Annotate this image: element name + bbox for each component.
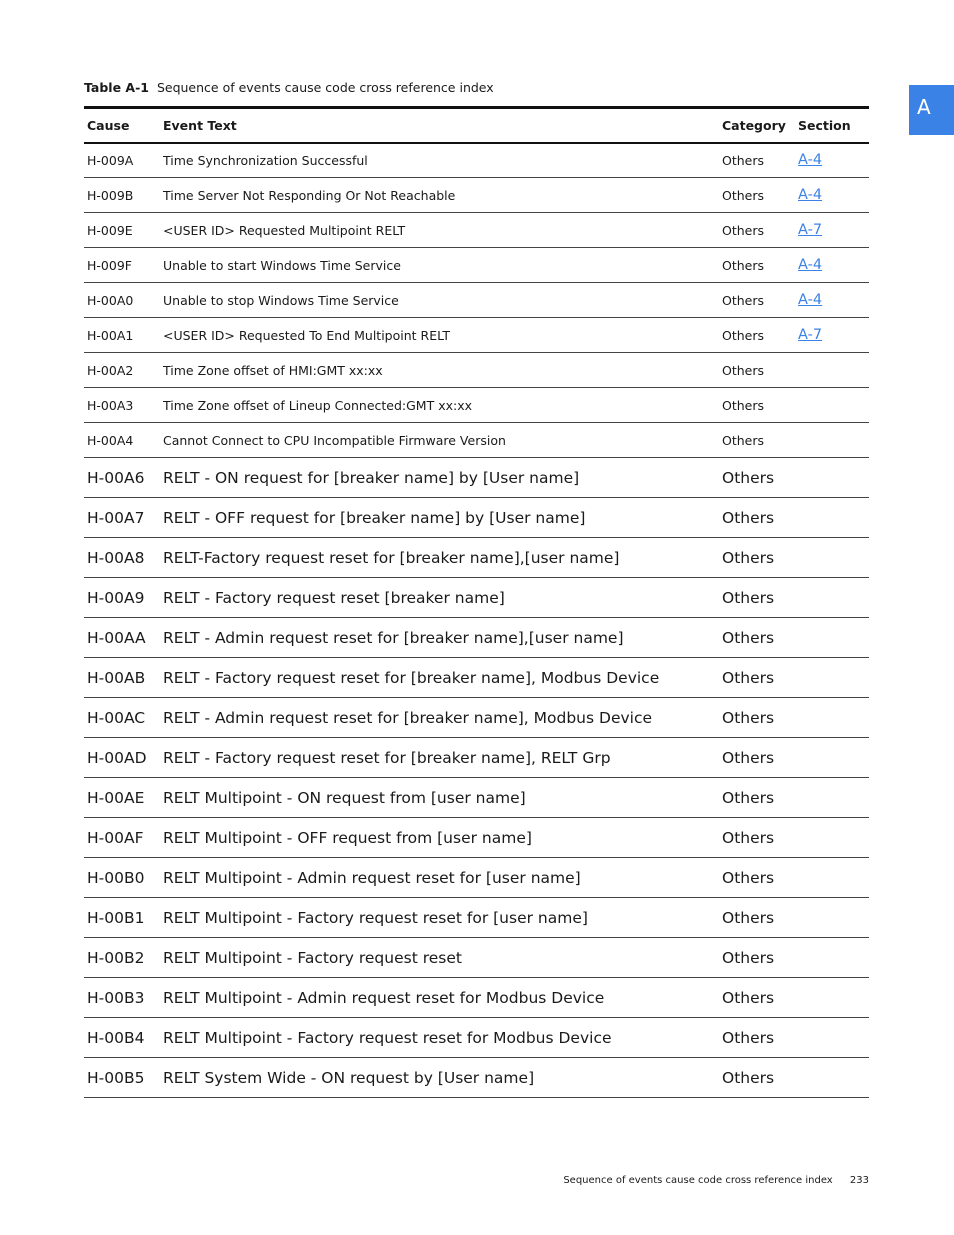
table-row (84, 778, 869, 818)
category-cell: Others (719, 738, 795, 778)
section-cell (795, 178, 869, 213)
cause-code-cell: H-00B2 (84, 938, 160, 978)
cause-code-cell: H-00B3 (84, 978, 160, 1018)
event-text-cell: Time Zone offset of HMI:GMT xx:xx (160, 353, 719, 388)
table-caption (84, 80, 494, 95)
section-cell (795, 423, 869, 458)
table-row (84, 938, 869, 978)
cause-code-cell: H-00A7 (84, 498, 160, 538)
table-caption-label: Table A-1 (84, 80, 149, 95)
footer-title: Sequence of events cause code cross reference index (563, 1175, 833, 1186)
table-row (84, 458, 869, 498)
section-link[interactable]: A-4 (798, 292, 823, 308)
table-row (84, 818, 869, 858)
section-cell (795, 458, 869, 498)
table-row (84, 1018, 869, 1058)
section-cell (795, 318, 869, 353)
category-cell: Others (719, 458, 795, 498)
cause-code-cell: H-00A8 (84, 538, 160, 578)
cause-code-cell: H-00AE (84, 778, 160, 818)
cause-code-cell: H-00AF (84, 818, 160, 858)
event-text-cell: Time Server Not Responding Or Not Reachable (160, 178, 719, 213)
table-row (84, 898, 869, 938)
event-text-cell: RELT Multipoint - ON request from [user name] (160, 778, 719, 818)
page-number: 233 (849, 1175, 869, 1186)
event-text-cell: <USER ID> Requested Multipoint RELT (160, 213, 719, 248)
table-row (84, 858, 869, 898)
event-text-cell: Unable to start Windows Time Service (160, 248, 719, 283)
event-text-cell: RELT - ON request for [breaker name] by [User name] (160, 458, 719, 498)
category-cell: Others (719, 698, 795, 738)
section-cell (795, 143, 869, 178)
event-text-cell: Time Synchronization Successful (160, 143, 719, 178)
category-cell: Others (719, 1018, 795, 1058)
table-row (84, 283, 869, 318)
table-row (84, 1058, 869, 1098)
section-cell (795, 658, 869, 698)
event-text-cell: RELT - Factory request reset for [breaker name], Modbus Device (160, 658, 719, 698)
table-caption-title: Sequence of events cause code cross reference index (156, 80, 494, 95)
table-row (84, 978, 869, 1018)
page-footer (563, 1175, 869, 1186)
section-cell (795, 248, 869, 283)
event-text-cell: Cannot Connect to CPU Incompatible Firmware Version (160, 423, 719, 458)
event-text-cell: RELT - OFF request for [breaker name] by [User name] (160, 498, 719, 538)
event-text-cell: RELT Multipoint - Factory request reset (160, 938, 719, 978)
header-category: Category (719, 108, 795, 143)
table-row (84, 538, 869, 578)
section-cell (795, 898, 869, 938)
table-row (84, 353, 869, 388)
category-cell: Others (719, 213, 795, 248)
section-link[interactable]: A-7 (798, 222, 823, 238)
category-cell: Others (719, 388, 795, 423)
cause-code-cell: H-00AA (84, 618, 160, 658)
cause-code-cell: H-00B5 (84, 1058, 160, 1098)
category-cell: Others (719, 938, 795, 978)
section-cell (795, 1018, 869, 1058)
table-row (84, 618, 869, 658)
section-cell (795, 213, 869, 248)
table-row (84, 213, 869, 248)
category-cell: Others (719, 1058, 795, 1098)
cause-code-cell: H-00A0 (84, 283, 160, 318)
cause-code-cell: H-00A4 (84, 423, 160, 458)
cause-code-cell: H-00AD (84, 738, 160, 778)
category-cell: Others (719, 498, 795, 538)
event-text-cell: RELT-Factory request reset for [breaker name],[user name] (160, 538, 719, 578)
event-text-cell: RELT - Admin request reset for [breaker name],[user name] (160, 618, 719, 658)
table-row (84, 248, 869, 283)
event-text-cell: RELT Multipoint - OFF request from [user name] (160, 818, 719, 858)
table-row (84, 388, 869, 423)
table-row (84, 318, 869, 353)
table-row (84, 698, 869, 738)
cause-code-cell: H-00A1 (84, 318, 160, 353)
cause-code-cell: H-00AB (84, 658, 160, 698)
section-cell (795, 978, 869, 1018)
event-text-cell: Unable to stop Windows Time Service (160, 283, 719, 318)
category-cell: Others (719, 248, 795, 283)
section-link[interactable]: A-4 (798, 257, 823, 273)
section-link[interactable]: A-4 (798, 187, 823, 203)
cause-code-cell: H-00A9 (84, 578, 160, 618)
section-cell (795, 388, 869, 423)
section-cell (795, 353, 869, 388)
event-text-cell: RELT Multipoint - Admin request reset for [user name] (160, 858, 719, 898)
category-cell: Others (719, 143, 795, 178)
section-cell (795, 578, 869, 618)
cause-code-cell: H-00A2 (84, 353, 160, 388)
cause-code-cell: H-00A3 (84, 388, 160, 423)
cause-code-cell: H-00B1 (84, 898, 160, 938)
cause-code-cell: H-009A (84, 143, 160, 178)
category-cell: Others (719, 178, 795, 213)
event-text-cell: RELT System Wide - ON request by [User name] (160, 1058, 719, 1098)
category-cell: Others (719, 658, 795, 698)
table-row (84, 143, 869, 178)
table-row (84, 738, 869, 778)
section-link[interactable]: A-4 (798, 152, 823, 169)
event-text-cell: RELT - Factory request reset for [breaker name], RELT Grp (160, 738, 719, 778)
section-cell (795, 858, 869, 898)
section-cell (795, 283, 869, 318)
category-cell: Others (719, 818, 795, 858)
category-cell: Others (719, 578, 795, 618)
category-cell: Others (719, 898, 795, 938)
category-cell: Others (719, 978, 795, 1018)
section-cell (795, 538, 869, 578)
cause-code-cell: H-009E (84, 213, 160, 248)
section-cell (795, 498, 869, 538)
section-cell (795, 818, 869, 858)
cause-code-cell: H-009B (84, 178, 160, 213)
cross-reference-table (84, 106, 869, 1098)
category-cell: Others (719, 318, 795, 353)
event-text-cell: RELT - Admin request reset for [breaker name], Modbus Device (160, 698, 719, 738)
section-cell (795, 698, 869, 738)
section-link[interactable]: A-7 (798, 327, 823, 343)
category-cell: Others (719, 423, 795, 458)
header-event-text: Event Text (160, 108, 719, 143)
section-tab-marker: A (909, 85, 954, 135)
category-cell: Others (719, 618, 795, 658)
category-cell: Others (719, 538, 795, 578)
section-cell (795, 618, 869, 658)
section-cell (795, 938, 869, 978)
section-cell (795, 738, 869, 778)
table-row (84, 578, 869, 618)
header-cause: Cause (84, 108, 160, 143)
category-cell: Others (719, 353, 795, 388)
table-row (84, 423, 869, 458)
category-cell: Others (719, 778, 795, 818)
cause-code-cell: H-009F (84, 248, 160, 283)
table-header-row (84, 108, 869, 143)
table-row (84, 178, 869, 213)
section-cell (795, 1058, 869, 1098)
cause-code-cell: H-00AC (84, 698, 160, 738)
event-text-cell: RELT - Factory request reset [breaker name] (160, 578, 719, 618)
category-cell: Others (719, 858, 795, 898)
header-section: Section (795, 108, 869, 143)
cause-code-cell: H-00B4 (84, 1018, 160, 1058)
section-cell (795, 778, 869, 818)
event-text-cell: RELT Multipoint - Factory request reset for [user name] (160, 898, 719, 938)
event-text-cell: RELT Multipoint - Admin request reset for Modbus Device (160, 978, 719, 1018)
table-row (84, 498, 869, 538)
cause-code-cell: H-00B0 (84, 858, 160, 898)
event-text-cell: RELT Multipoint - Factory request reset for Modbus Device (160, 1018, 719, 1058)
table-row (84, 658, 869, 698)
event-text-cell: <USER ID> Requested To End Multipoint RELT (160, 318, 719, 353)
category-cell: Others (719, 283, 795, 318)
event-text-cell: Time Zone offset of Lineup Connected:GMT xx:xx (160, 388, 719, 423)
cause-code-cell: H-00A6 (84, 458, 160, 498)
